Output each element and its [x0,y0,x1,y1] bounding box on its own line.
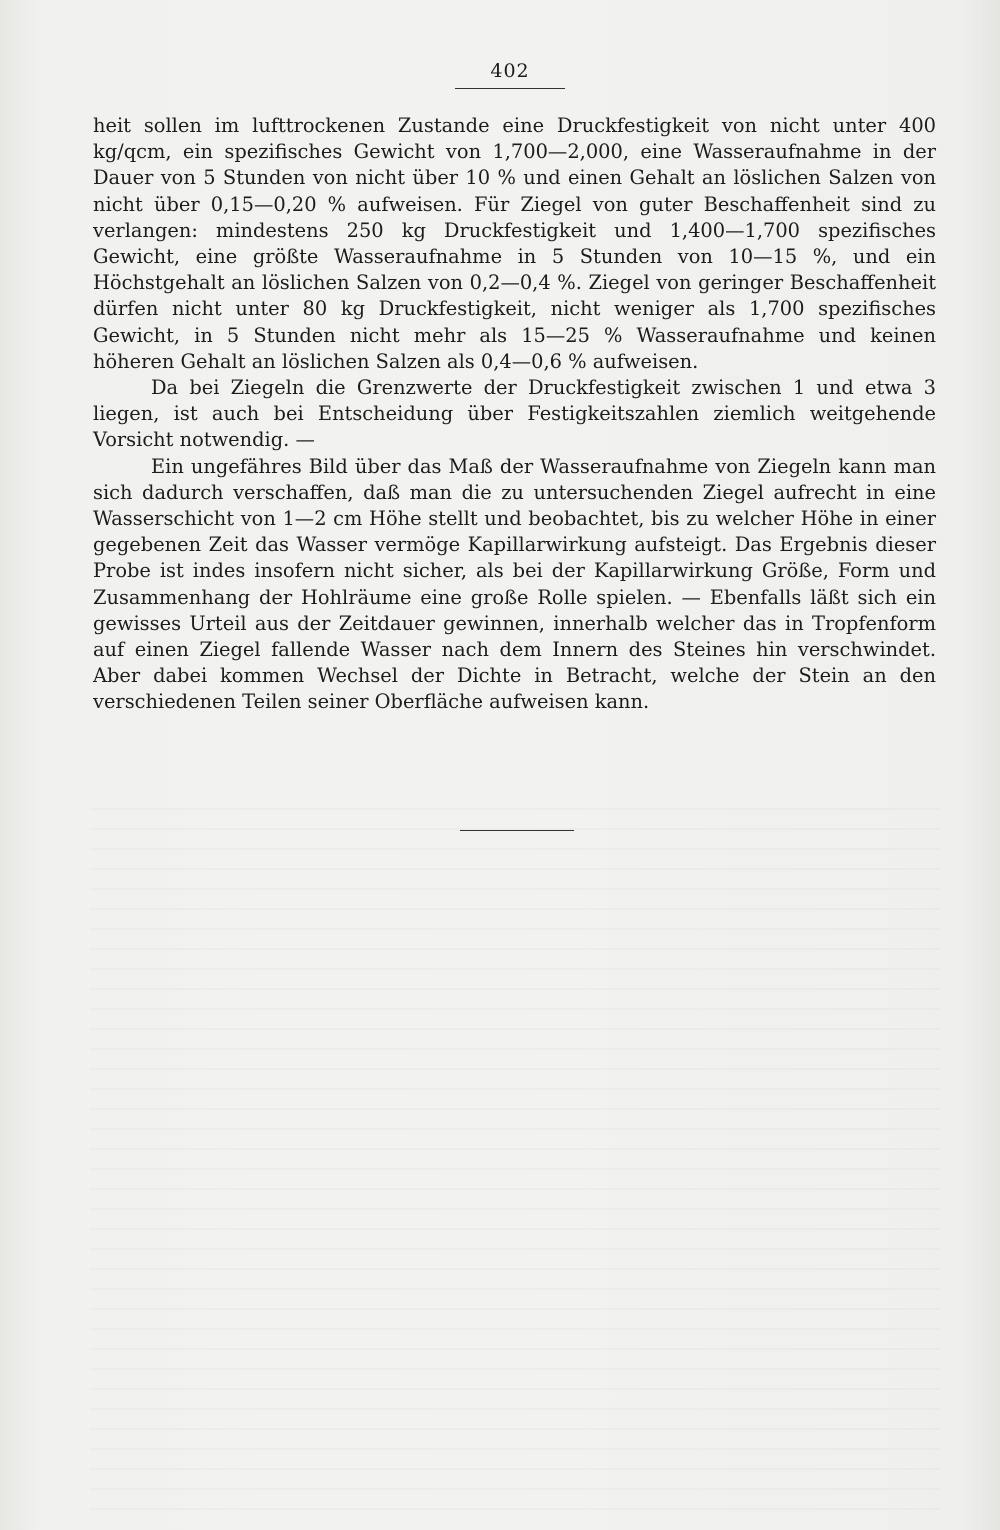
paragraph-1: heit sollen im lufttrockenen Zustande eine Druckfestigkeit von nicht unter 400 kg/qcm, ein spezifisches Gewicht von 1,700—2,000, eine Wasseraufnahme in der Dauer von 5 Stunden von nicht über 10 % und einen Gehalt an löslichen Salzen von nicht über 0,15—0,20 % aufweisen. Für Ziegel von guter Beschaffenheit sind zu verlangen: mindestens 250 kg Druckfestigkeit und 1,400—1,700 spezifisches Gewicht, eine größte Wasseraufnahme in 5 Stunden von 10—15 %, und ein Höchstgehalt an löslichen Salzen von 0,2—0,4 %. Ziegel von geringer Beschaffenheit dürfen nicht unter 80 kg Druckfestigkeit, nicht weniger als 1,700 spezifisches Gewicht, in 5 Stunden nicht mehr als 15—25 % Wasseraufnahme und keinen höheren Gehalt an löslichen Salzen als 0,4—0,6 % aufweisen. [93,114,936,373]
bleed-through-shadow [90,790,940,1510]
body-text [93,113,936,716]
paragraph-3: Ein ungefähres Bild über das Maß der Wasseraufnahme von Ziegeln kann man sich dadurch verschaffen, daß man die zu untersuchenden Ziegel aufrecht in eine Wasserschicht von 1—2 cm Höhe stellt und beobachtet, bis zu welcher Höhe in einer gegebenen Zeit das Wasser vermöge Kapillarwirkung aufsteigt. Das Ergebnis dieser Probe ist indes insofern nicht sicher, als bei der Kapillarwirkung Größe, Form und Zusammenhang der Hohlräume eine große Rolle spielen. — Ebenfalls läßt sich ein gewisses Urteil aus der Zeitdauer gewinnen, innerhalb welcher das in Tropfenform auf einen Ziegel fallende Wasser nach dem Innern des Steines hin verschwindet. Aber dabei kommen Wechsel der Dichte in Betracht, welche der Stein an den verschiedenen Teilen seiner Oberfläche aufweisen kann. [93,454,936,714]
paragraph-2: Da bei Ziegeln die Grenzwerte der Druckfestigkeit zwischen 1 und etwa 3 liegen, ist auch bei Entscheidung über Festigkeitszahlen ziemlich weitgehende Vorsicht notwendig. — [93,376,936,452]
section-divider [460,830,574,831]
page-number: 402 [455,60,565,89]
